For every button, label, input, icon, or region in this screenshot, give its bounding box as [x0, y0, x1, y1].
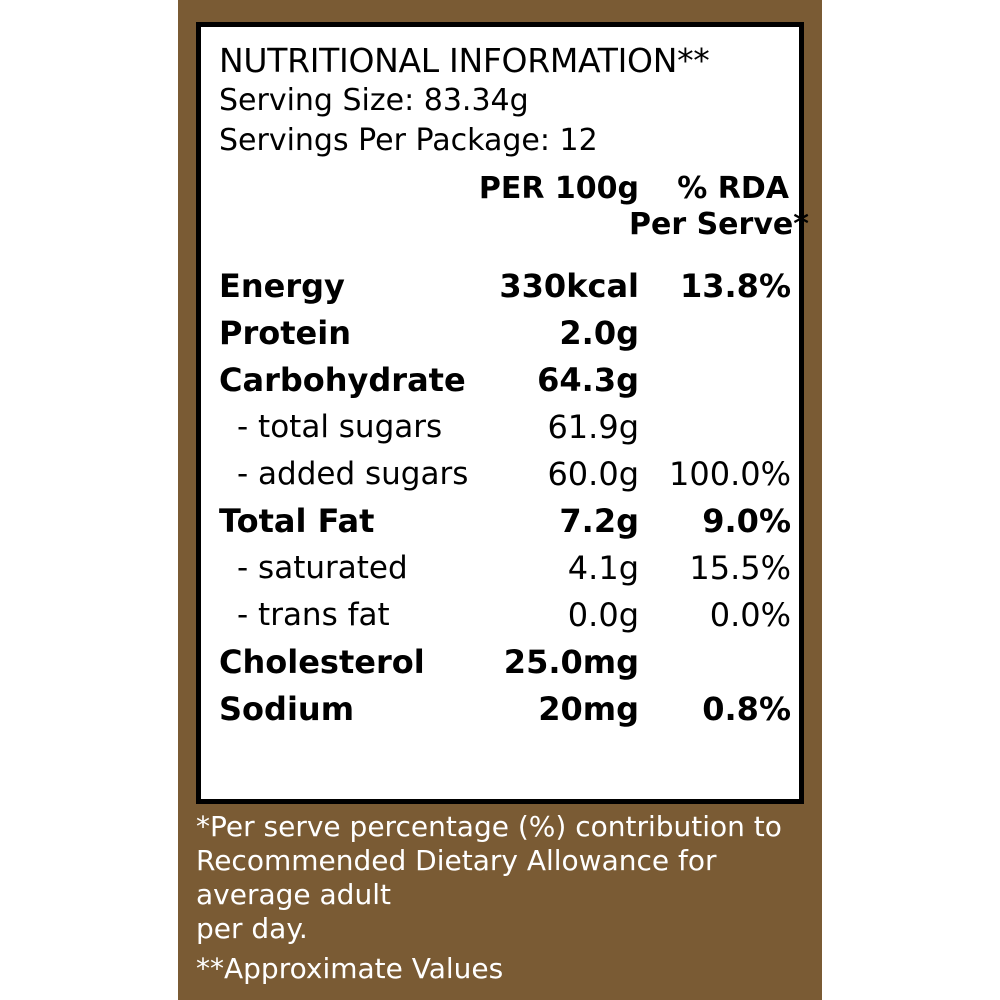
nutrient-name: Energy — [219, 267, 345, 305]
table-row — [219, 592, 791, 639]
nutrient-rda: 0.0% — [709, 596, 791, 634]
column-headers — [219, 171, 809, 263]
nutrient-per-100g: 330kcal — [499, 267, 639, 305]
nutrient-name: - added sugars — [237, 456, 469, 492]
nutrient-rda: 9.0% — [702, 502, 791, 540]
page-title: NUTRITIONAL INFORMATION** — [219, 41, 710, 80]
nutrient-name: Carbohydrate — [219, 361, 466, 399]
nutrition-table — [219, 263, 791, 733]
footnotes — [196, 810, 804, 986]
nutrient-per-100g: 4.1g — [567, 549, 639, 587]
nutrition-panel — [196, 22, 809, 804]
table-row — [219, 451, 791, 498]
nutrient-rda: 15.5% — [689, 549, 791, 587]
nutrient-name: Cholesterol — [219, 643, 425, 681]
nutrient-rda — [639, 310, 791, 357]
column-header-rda — [629, 171, 809, 243]
table-row — [219, 357, 791, 404]
column-header-per-100g: PER 100g — [478, 171, 639, 206]
table-row — [219, 263, 791, 310]
nutrient-name: - trans fat — [237, 597, 390, 633]
footnote-line-4: **Approximate Values — [196, 952, 504, 985]
footnote-line-2: Recommended Dietary Allowance for average adult — [196, 844, 717, 911]
nutrient-rda — [639, 639, 791, 686]
nutrient-name: - saturated — [237, 550, 408, 586]
nutrient-per-100g: 20mg — [538, 690, 639, 728]
nutrient-name: Protein — [219, 314, 351, 352]
nutrient-name: - total sugars — [237, 409, 443, 445]
nutrient-per-100g: 61.9g — [547, 408, 639, 446]
nutrient-rda: 13.8% — [679, 267, 791, 305]
nutrient-per-100g: 0.0g — [567, 596, 639, 634]
nutrient-per-100g: 60.0g — [547, 455, 639, 493]
nutrient-per-100g: 25.0mg — [503, 643, 639, 681]
serving-size: Serving Size: 83.34g — [219, 83, 529, 118]
nutrient-per-100g: 2.0g — [559, 314, 639, 352]
column-header-rda-line2: Per Serve* — [629, 207, 809, 242]
nutrient-rda — [639, 357, 791, 404]
nutrient-rda: 0.8% — [702, 690, 791, 728]
nutrition-label — [178, 0, 822, 1000]
table-row — [219, 686, 791, 733]
footnote-line-1: *Per serve percentage (%) contribution to — [196, 810, 782, 843]
table-row — [219, 404, 791, 451]
nutrient-per-100g: 64.3g — [537, 361, 639, 399]
nutrient-per-100g: 7.2g — [559, 502, 639, 540]
nutrition-panel-content — [201, 27, 809, 799]
table-row — [219, 310, 791, 357]
table-row — [219, 498, 791, 545]
nutrient-rda — [639, 404, 791, 451]
servings-per-package: Servings Per Package: 12 — [219, 123, 598, 158]
nutrient-name: Sodium — [219, 690, 355, 728]
table-row — [219, 545, 791, 592]
nutrient-name: Total Fat — [219, 502, 375, 540]
footnote-line-3: per day. — [196, 912, 308, 945]
table-row — [219, 639, 791, 686]
nutrient-rda: 100.0% — [668, 455, 791, 493]
column-header-rda-line1: % RDA — [677, 171, 789, 206]
